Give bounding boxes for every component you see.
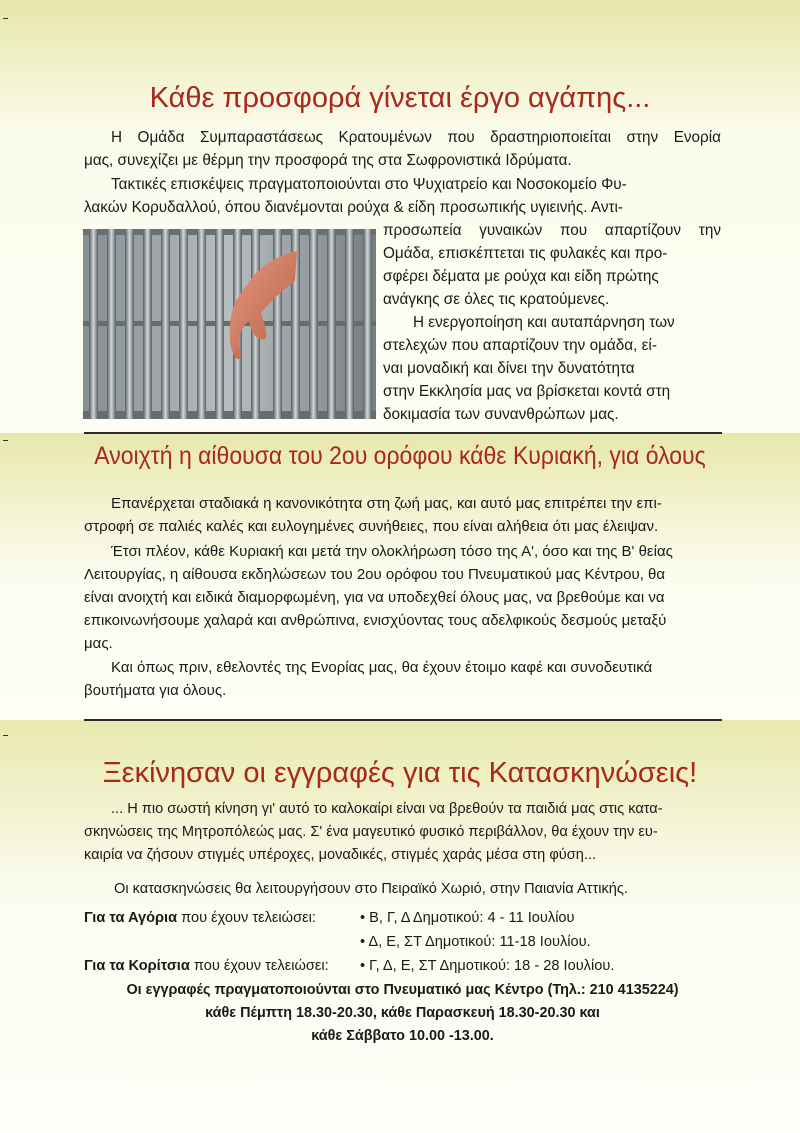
text-line: στροφή σε παλιές καλές και ευλογημένες συνήθειες, που είναι αλήθεια ότι μας έλειψαν. <box>84 518 659 535</box>
text-line: Η ενεργοποίηση και αυταπάρνηση των <box>413 314 675 331</box>
text-line: ανάγκης σε όλες τις κρατούμενες. <box>383 291 610 308</box>
section1-paragraph-3 <box>383 311 721 426</box>
section2-title: Ανοιχτή η αίθουσα του 2ου ορόφου κάθε Κυριακή, για όλους <box>94 442 706 470</box>
section1-title: Κάθε προσφορά γίνεται έργο αγάπης... <box>149 82 651 114</box>
text-line: Η Ομάδα Συμπαραστάσεως Κρατουμένων που δραστηριοποιείται στην Ενορία <box>111 129 721 146</box>
text-line: στην Εκκλησία μας να βρίσκεται κοντά στη <box>383 383 671 400</box>
registration-hours-2: κάθε Σάββατο 10.00 -13.00. <box>311 1028 494 1044</box>
text-line: Επανέρχεται σταδιακά η κανονικότητα στη ζωή μας, και αυτό μας επιτρέπει την επι- <box>111 495 662 512</box>
text-line: επικοινωνήσουμε χαλαρά και ανθρώπινα, ενισχύοντας τους αδελφικούς δεσμούς μεταξύ <box>84 612 667 629</box>
text-line: Λειτουργίας, η αίθουσα εκδηλώσεων του 2ου ορόφου του Πνευματικού μας Κέντρου, θα <box>84 566 666 583</box>
text-line: δοκιμασία των συνανθρώπων μας. <box>383 406 619 423</box>
text-line: μας, συνεχίζει με θέρμη την προσφορά της στα Σωφρονιστικά Ιδρύματα. <box>84 152 572 169</box>
text-line: Έτσι πλέον, κάθε Κυριακή και μετά την ολοκλήρωση τόσο της Α', όσο και της Β' θείας <box>111 543 673 560</box>
text-line: σκηνώσεις της Μητροπόλεώς μας. Σ' ένα μαγευτικό φυσικό περιβάλλον, θα έχουν την ευ- <box>84 824 658 840</box>
text-line: μας. <box>84 635 113 652</box>
section2-paragraph-2 <box>84 540 721 655</box>
text-line: λακών Κορυδαλλού, όπου διανέμονται ρούχα & είδη προσωπικής υγιεινής. Αντι- <box>84 199 624 216</box>
crop-mark <box>3 18 8 19</box>
girls-item: • Γ, Δ, Ε, ΣΤ Δημοτικού: 18 - 28 Ιουλίου. <box>360 958 615 974</box>
section1-paragraph-2-wrap <box>383 219 721 311</box>
section2-paragraph-1 <box>84 492 721 538</box>
section2-paragraph-3 <box>84 656 721 702</box>
section-divider <box>84 432 722 434</box>
girls-suffix: που έχουν τελειώσει: <box>189 958 329 974</box>
section1-paragraph-2 <box>84 173 721 219</box>
text-line: είναι ανοιχτή και ειδικά διαμορφωμένη, για να υποδεχθεί όλους μας, να βρεθούμε και να <box>84 589 665 606</box>
registration-info: Οι εγγραφές πραγματοποιούνται στο Πνευματικό μας Κέντρο (Τηλ.: 210 4135224) <box>126 982 679 998</box>
text-line: ... Η πιο σωστή κίνηση γι' αυτό το καλοκαίρι είναι να βρεθούν τα παιδιά μας στις κατα- <box>111 801 663 817</box>
text-line: σφέρει δέματα με ρούχα και είδη πρώτης <box>383 268 659 285</box>
boys-item-2: • Δ, Ε, ΣΤ Δημοτικού: 11-18 Ιουλίου. <box>360 934 591 950</box>
section3-paragraph-1 <box>84 798 721 867</box>
text-line: καιρία να ζήσουν στιγμές υπέροχες, μοναδικές, στιγμές χαράς μέσα στη φύση... <box>84 847 597 863</box>
registration-hours-1: κάθε Πέμπτη 18.30-20.30, κάθε Παρασκευή 18.30-20.30 και <box>205 1005 600 1021</box>
boys-suffix: που έχουν τελειώσει: <box>177 910 316 926</box>
text-line: στελεχών που απαρτίζουν την ομάδα, εί- <box>383 337 657 354</box>
text-line: Ομάδα, επισκέπτεται τις φυλακές και προ- <box>383 245 668 262</box>
text-line: προσωπεία γυναικών που απαρτίζουν την <box>383 222 721 239</box>
text-line: βουτήματα για όλους. <box>84 682 227 699</box>
camp-location: Οι κατασκηνώσεις θα λειτουργήσουν στο Πειραϊκό Χωριό, στην Παιανία Αττικής. <box>114 881 628 897</box>
text-line: Τακτικές επισκέψεις πραγματοποιούνται στο Ψυχιατρείο και Νοσοκομείο Φυ- <box>111 176 627 193</box>
section3-title: Ξεκίνησαν οι εγγραφές για τις Κατασκηνώσεις! <box>102 757 698 789</box>
text-line: Και όπως πριν, εθελοντές της Ενορίας μας, θα έχουν έτοιμο καφέ και συνοδευτικά <box>111 659 653 676</box>
section-divider <box>84 719 722 721</box>
crop-mark <box>3 440 8 441</box>
boys-item-1: • Β, Γ, Δ Δημοτικού: 4 - 11 Ιουλίου <box>360 910 575 926</box>
girls-label <box>84 958 329 974</box>
boys-label <box>84 910 316 926</box>
crop-mark <box>3 735 8 736</box>
section1-paragraph-1 <box>84 126 721 172</box>
prison-bars-photo <box>83 229 376 419</box>
boys-prefix: Για τα Αγόρια <box>84 910 178 926</box>
girls-prefix: Για τα Κορίτσια <box>84 958 190 974</box>
text-line: ναι μοναδική και δίνει την δυνατότητα <box>383 360 635 377</box>
